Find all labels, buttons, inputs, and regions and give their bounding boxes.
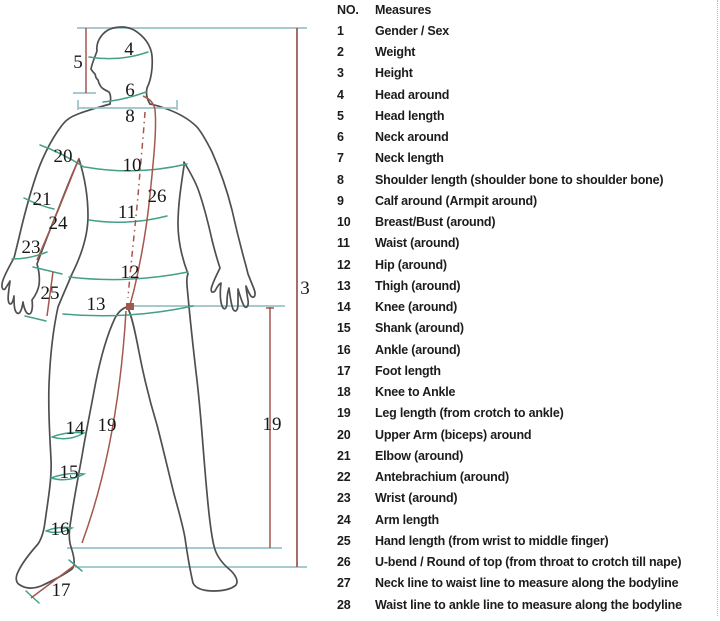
measure-row	[337, 212, 682, 233]
measure-number: 28	[337, 597, 351, 612]
measure-label: Weight	[375, 45, 416, 60]
measure-number: 9	[337, 193, 344, 208]
measure-number: 13	[337, 278, 351, 293]
measure-row	[337, 127, 682, 148]
measure-label: Arm length	[375, 512, 439, 527]
measure-label: Knee to Ankle	[375, 385, 456, 400]
header-no: NO.	[337, 2, 359, 17]
measure-label: Breast/Bust (around)	[375, 215, 496, 230]
measure-row	[337, 445, 682, 466]
measure-number: 6	[337, 130, 344, 145]
measure-number: 22	[337, 470, 351, 485]
measure-row	[337, 318, 682, 339]
right-edge-dotted-border	[717, 0, 718, 616]
measure-label: Waist line to ankle line to measure along the bodyline	[375, 597, 682, 612]
measure-label: Height	[375, 66, 413, 81]
figure-label-15: 15	[59, 462, 79, 483]
measure-row	[337, 488, 682, 509]
figure-label-11: 11	[117, 202, 137, 223]
measure-label: Leg length (from crotch to ankle)	[375, 406, 564, 421]
measure-number: 15	[337, 321, 351, 336]
measure-number: 21	[337, 448, 351, 463]
measure-row	[337, 573, 682, 594]
figure-label-16: 16	[50, 519, 70, 540]
measure-label: Shank (around)	[375, 321, 464, 336]
measure-number: 18	[337, 385, 351, 400]
measure-label: U-bend / Round of top (from throat to crotch till nape)	[375, 555, 682, 570]
measure-number: 25	[337, 533, 351, 548]
measure-row	[337, 382, 682, 403]
figure-label-21: 21	[32, 189, 52, 210]
measure-row	[337, 63, 682, 84]
measure-row	[337, 42, 682, 63]
figure-label-17: 17	[51, 580, 71, 601]
header-measures: Measures	[375, 2, 432, 17]
measure-number: 23	[337, 491, 351, 506]
measures-table-body	[337, 20, 682, 615]
measure-row	[337, 594, 682, 615]
measure-label: Neck length	[375, 151, 444, 166]
figure-label-19-right: 19	[262, 414, 282, 435]
measure-label: Hip (around)	[375, 257, 447, 272]
figure-label-3: 3	[300, 278, 310, 299]
measure-number: 5	[337, 108, 344, 123]
measure-number: 20	[337, 427, 351, 442]
measure-label: Waist (around)	[375, 236, 460, 251]
figure-label-20: 20	[53, 146, 73, 167]
measure-label: Gender / Sex	[375, 23, 450, 38]
measure-number: 16	[337, 342, 351, 357]
figure-label-25: 25	[40, 283, 60, 304]
measure-row	[337, 509, 682, 530]
measure-row	[337, 424, 682, 445]
measure-label: Elbow (around)	[375, 448, 464, 463]
measure-label: Antebrachium (around)	[375, 470, 509, 485]
measure-number: 11	[337, 236, 350, 251]
figure-label-5: 5	[73, 52, 83, 73]
measure-label: Upper Arm (biceps) around	[375, 427, 532, 442]
figure-label-23: 23	[21, 237, 41, 258]
figure-label-26: 26	[147, 186, 167, 207]
measure-number: 17	[337, 363, 351, 378]
measure-label: Hand length (from wrist to middle finger)	[375, 533, 609, 548]
measurement-figure	[0, 0, 330, 616]
measure-row	[337, 233, 682, 254]
measure-row	[337, 530, 682, 551]
crotch-marker	[126, 303, 134, 310]
measure-label: Head length	[375, 108, 445, 123]
measure-label: Shoulder length (shoulder bone to shoulder bone)	[375, 172, 664, 187]
measure-row	[337, 148, 682, 169]
measure-row	[337, 467, 682, 488]
measure-row	[337, 254, 682, 275]
tape-line-head-around	[89, 52, 148, 59]
measure-number: 12	[337, 257, 351, 272]
measure-number: 8	[337, 172, 344, 187]
measure-number: 26	[337, 555, 351, 570]
measure-row	[337, 360, 682, 381]
measure-number: 24	[337, 512, 351, 527]
measure-number: 10	[337, 215, 351, 230]
measure-row	[337, 552, 682, 573]
figure-label-24: 24	[48, 213, 68, 234]
figure-label-4: 4	[124, 39, 134, 60]
measure-label: Foot length	[375, 363, 441, 378]
measure-row	[337, 403, 682, 424]
measure-label: Head around	[375, 87, 450, 102]
measure-number: 1	[337, 23, 344, 38]
measure-row	[337, 20, 682, 41]
figure-label-19-left: 19	[97, 415, 117, 436]
figure-label-12: 12	[120, 262, 140, 283]
measure-label: Wrist (around)	[375, 491, 458, 506]
measure-number: 19	[337, 406, 351, 421]
measure-number: 3	[337, 66, 344, 81]
measure-label: Calf around (Armpit around)	[375, 193, 537, 208]
measure-row	[337, 169, 682, 190]
measure-row	[337, 297, 682, 318]
body-outline	[2, 104, 255, 591]
measure-number: 14	[337, 300, 351, 315]
measure-number: 7	[337, 151, 344, 166]
figure-label-6: 6	[125, 80, 135, 101]
measure-row	[337, 275, 682, 296]
measure-label: Neck around	[375, 130, 449, 145]
measure-number: 2	[337, 45, 344, 60]
measure-number: 4	[337, 87, 344, 102]
measures-header-row	[337, 0, 682, 20]
measure-label: Neck line to waist line to measure along the bodyline	[375, 576, 679, 591]
measure-row	[337, 190, 682, 211]
measure-row	[337, 339, 682, 360]
measure-label: Thigh (around)	[375, 278, 461, 293]
measure-label: Knee (around)	[375, 300, 458, 315]
measures-list	[337, 0, 682, 615]
measure-number: 27	[337, 576, 351, 591]
figure-label-13: 13	[86, 294, 106, 315]
measure-row	[337, 105, 682, 126]
measure-row	[337, 84, 682, 105]
measure-label: Ankle (around)	[375, 342, 461, 357]
figure-label-10: 10	[122, 155, 142, 176]
figure-label-8: 8	[125, 106, 135, 127]
figure-label-14: 14	[65, 418, 85, 439]
body-diagram	[0, 0, 330, 616]
